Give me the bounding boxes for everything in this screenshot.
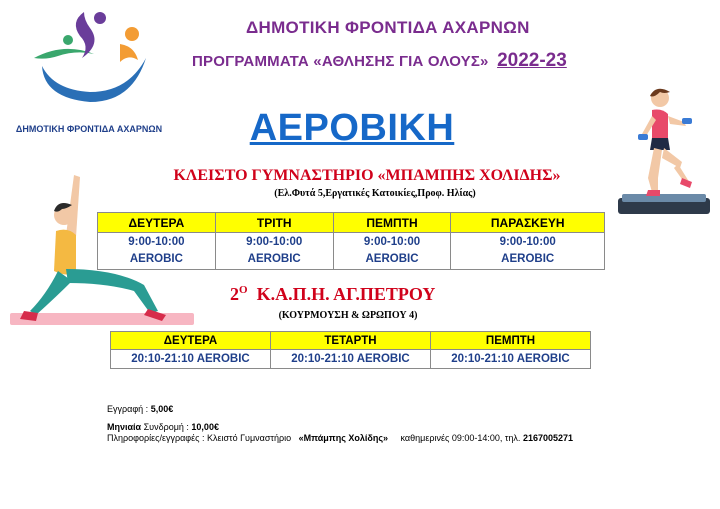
- slot-cell: [451, 233, 605, 270]
- slot-activity: AEROBIC: [365, 253, 419, 265]
- venue2-ordinal: Ο: [239, 284, 248, 296]
- venue1-schedule-table: [97, 212, 605, 270]
- slot-cell: 20:10-21:10 AEROBIC: [431, 350, 591, 369]
- registration-label: Εγγραφή :: [107, 404, 149, 414]
- slot-activity: AEROBIC: [501, 253, 555, 265]
- venue1-address: (Ελ.Φυτά 5,Εργατικές Κατοικίες,Προφ. Ηλίας): [274, 188, 476, 199]
- monthly-label: Μηνιαία: [107, 422, 142, 432]
- contact-prefix: Πληροφορίες/εγγραφές : Κλειστό Γυμναστήριο: [107, 433, 292, 443]
- logo-caption: ΔΗΜΟΤΙΚΗ ΦΡΟΝΤΙΔΑ ΑΧΑΡΝΩΝ: [15, 124, 163, 134]
- slot-cell: [98, 233, 216, 270]
- slot-time: 9:00-10:00: [499, 236, 556, 248]
- registration-value: 5,00€: [150, 404, 174, 414]
- contact-line: [107, 433, 573, 443]
- contact-hours: καθημερινές 09:00-14:00, τηλ.: [400, 433, 521, 443]
- step-aerobics-woman-illustration: [612, 82, 716, 232]
- day-cell: ΤΕΤΑΡΤΗ: [271, 332, 431, 350]
- day-cell: ΔΕΥΤΕΡΑ: [111, 332, 271, 350]
- slot-cell: [215, 233, 333, 270]
- slot-cell: [333, 233, 451, 270]
- venue1-name: ΚΛΕΙΣΤΟ ΓΥΜΝΑΣΤΗΡΙΟ «ΜΠΑΜΠΗΣ ΧΟΛΙΔΗΣ»: [173, 167, 561, 184]
- slot-time: 9:00-10:00: [128, 236, 185, 248]
- venue2-address: (ΚΟΥΡΜΟΥΣΗ & ΩΡΩΠΟΥ 4): [278, 310, 418, 321]
- program-line: [192, 50, 567, 72]
- monthly-value: 10,00€: [191, 422, 219, 432]
- day-cell: ΠΕΜΠΤΗ: [431, 332, 591, 350]
- contact-venue: «Μπάμπης Χολίδης»: [298, 433, 389, 443]
- slot-activity: AEROBIC: [247, 253, 301, 265]
- day-cell: ΠΑΡΑΣΚΕΥΗ: [451, 213, 605, 233]
- table-row: [98, 233, 605, 270]
- program-title: ΠΡΟΓΡΑΜΜΑΤΑ «ΑΘΛΗΣΗΣ ΓΙΑ ΟΛΟΥΣ»: [192, 53, 489, 70]
- organization-logo: [24, 6, 160, 106]
- slot-time: 9:00-10:00: [363, 236, 421, 248]
- program-year: 2022-23: [497, 50, 567, 71]
- monthly-label2: Συνδρομή :: [143, 422, 189, 432]
- logo-graphic: [24, 6, 160, 106]
- table-header-row: [111, 332, 591, 350]
- venue2-number: 2: [230, 284, 239, 304]
- page-title: ΑΕΡΟΒΙΚΗ: [249, 107, 455, 149]
- slot-activity: AEROBIC: [129, 253, 183, 265]
- venue2-title: Κ.Α.Π.Η. ΑΓ.ΠΕΤΡΟΥ: [256, 284, 436, 304]
- day-cell: ΔΕΥΤΕΡΑ: [98, 213, 216, 233]
- org-title: ΔΗΜΟΤΙΚΗ ΦΡΟΝΤΙΔΑ ΑΧΑΡΝΩΝ: [246, 18, 530, 37]
- venue2-schedule-table: [110, 331, 591, 369]
- contact-phone: 2167005271: [522, 433, 573, 443]
- venue2-name: [230, 284, 490, 305]
- day-cell: ΤΡΙΤΗ: [215, 213, 333, 233]
- table-header-row: [98, 213, 605, 233]
- table-row: [111, 350, 591, 369]
- day-cell: ΠΕΜΠΤΗ: [333, 213, 451, 233]
- slot-cell: 20:10-21:10 AEROBIC: [271, 350, 431, 369]
- slot-cell: 20:10-21:10 AEROBIC: [111, 350, 271, 369]
- monthly-fee: [107, 422, 219, 432]
- slot-time: 9:00-10:00: [246, 236, 303, 248]
- registration-fee: [107, 404, 173, 414]
